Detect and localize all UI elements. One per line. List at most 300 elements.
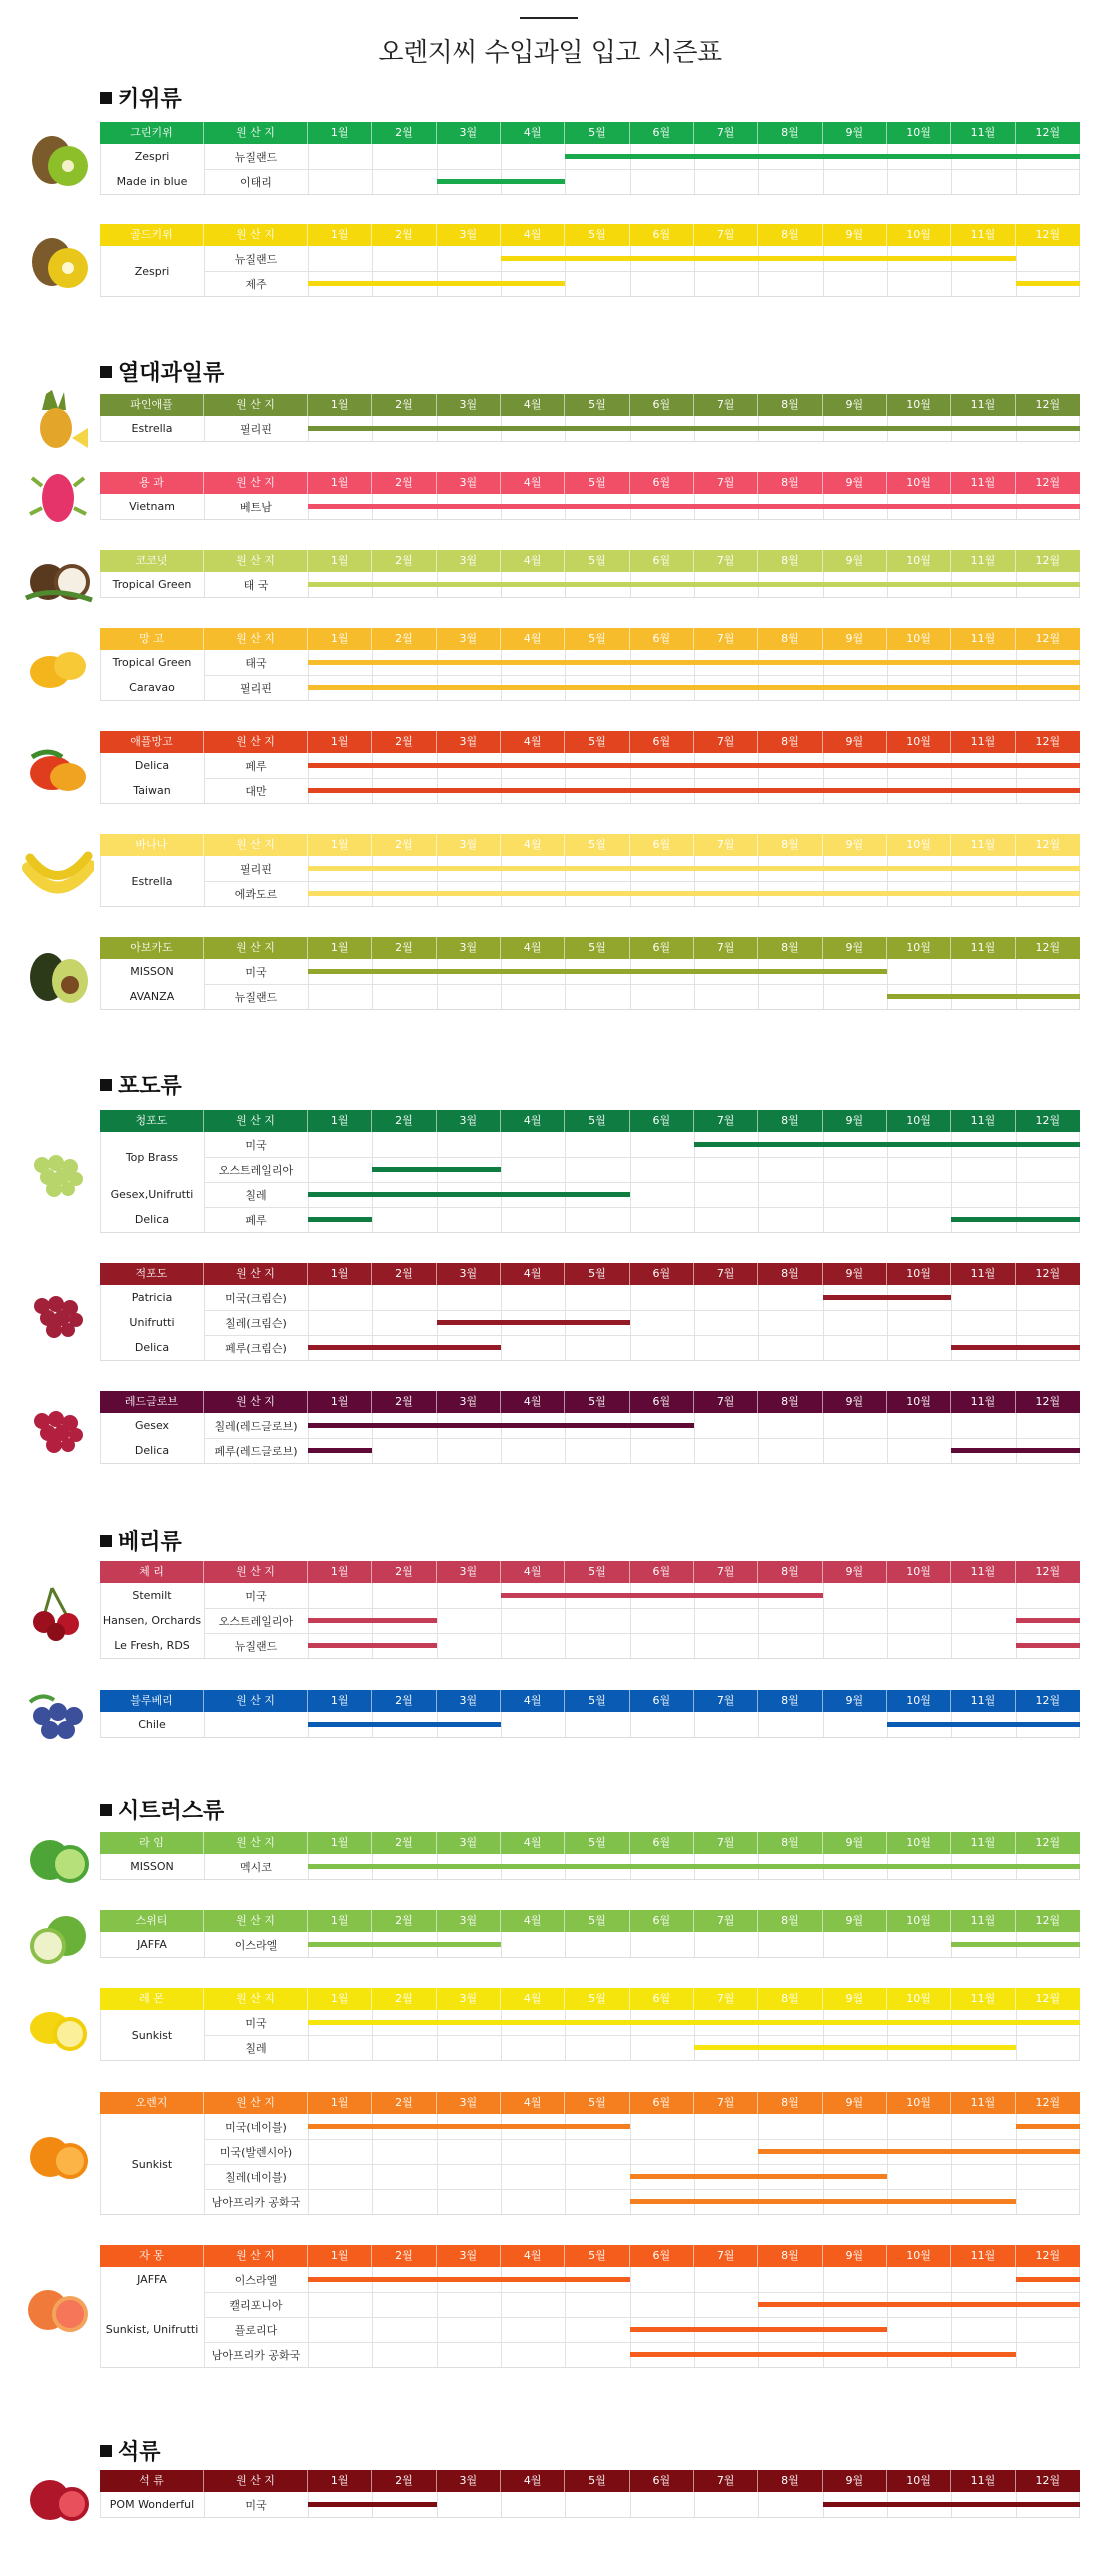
table-header-row [100, 628, 1080, 650]
month-header: 4월 [501, 834, 565, 856]
fruit-name-header: 적포도 [100, 1263, 204, 1285]
month-header: 4월 [501, 1263, 565, 1285]
brand-cell: Unifrutti [129, 1316, 175, 1329]
category-heading [100, 82, 182, 113]
month-header: 10월 [887, 834, 951, 856]
month-header: 4월 [501, 731, 565, 753]
month-header: 8월 [758, 1832, 822, 1854]
fruit-name-header: 애플망고 [100, 731, 204, 753]
season-bar [372, 1167, 501, 1172]
season-bar [823, 1295, 952, 1300]
month-header: 11월 [951, 1910, 1015, 1932]
row-divider [204, 271, 1080, 272]
month-header: 10월 [887, 550, 951, 572]
origin-cell: 미국 [245, 2016, 267, 2030]
origin-header: 원 산 지 [204, 937, 308, 959]
month-header: 6월 [630, 628, 694, 650]
origin-cell: 미국(크림슨) [225, 1291, 287, 1305]
origin-cell: 이태리 [240, 175, 272, 189]
season-bar [308, 1423, 694, 1428]
origin-header: 원 산 지 [204, 1263, 308, 1285]
grid-line [501, 2492, 502, 2517]
season-table [100, 1561, 1080, 1659]
month-header: 4월 [501, 394, 565, 416]
origin-cell: 미국 [245, 1138, 267, 1152]
month-header: 7월 [694, 1910, 758, 1932]
fruit-name-header: 자 몽 [100, 2245, 204, 2267]
row-divider [204, 2342, 1080, 2343]
row-divider [204, 1633, 1080, 1634]
season-table [100, 1263, 1080, 1361]
month-header: 5월 [565, 1690, 629, 1712]
month-header: 7월 [694, 1832, 758, 1854]
month-header: 4월 [501, 1561, 565, 1583]
month-header: 1월 [308, 1988, 372, 2010]
table-body [100, 2010, 1080, 2061]
season-table [100, 937, 1080, 1010]
fruit-name-header: 체 리 [100, 1561, 204, 1583]
month-header: 4월 [501, 2245, 565, 2267]
origin-cell: 태국 [245, 656, 267, 670]
month-header: 4월 [501, 2470, 565, 2492]
season-table [100, 2470, 1080, 2518]
category-title: 시트러스류 [118, 1799, 225, 1824]
month-header: 11월 [951, 2470, 1015, 2492]
month-header: 5월 [565, 472, 629, 494]
season-bar [437, 1320, 630, 1325]
row-divider [204, 778, 1080, 779]
season-table [100, 472, 1080, 520]
origin-cell: 필리핀 [240, 422, 272, 436]
brand-cell: JAFFA [137, 2273, 167, 2286]
month-header: 2월 [372, 834, 436, 856]
month-header: 12월 [1035, 1565, 1061, 1578]
table-header-row [100, 731, 1080, 753]
month-header: 8월 [758, 122, 822, 144]
origin-cell: 페루(크림슨) [225, 1341, 287, 1355]
origin-header: 원 산 지 [204, 394, 308, 416]
month-header: 7월 [694, 1391, 758, 1413]
title-decoration-line [520, 17, 578, 19]
row-divider [204, 1182, 1080, 1183]
category-title: 포도류 [118, 1074, 182, 1099]
season-table [100, 1690, 1080, 1738]
month-header: 11월 [951, 122, 1015, 144]
origin-cell: 남아프리카 공화국 [211, 2195, 301, 2209]
table-body [100, 2492, 1080, 2518]
table-body [100, 572, 1080, 598]
month-header: 12월 [1035, 1914, 1061, 1927]
origin-header: 원 산 지 [204, 2470, 308, 2492]
month-header: 12월 [1035, 126, 1061, 139]
month-header: 11월 [951, 224, 1015, 246]
month-header: 6월 [630, 394, 694, 416]
month-header: 2월 [372, 1561, 436, 1583]
row-divider [204, 675, 1080, 676]
origin-header: 원 산 지 [204, 1910, 308, 1932]
month-header: 10월 [887, 1690, 951, 1712]
month-header: 10월 [887, 1391, 951, 1413]
category-title: 베리류 [118, 1530, 182, 1555]
origin-header: 원 산 지 [204, 1988, 308, 2010]
month-header: 7월 [694, 122, 758, 144]
brand-cell: Estrella [131, 422, 173, 435]
row-divider [204, 1335, 1080, 1336]
month-header: 2월 [372, 122, 436, 144]
table-header-row [100, 550, 1080, 572]
grapefruit-icon [22, 2274, 94, 2338]
month-header: 7월 [694, 1690, 758, 1712]
month-header: 7월 [694, 2470, 758, 2492]
blueberry-icon [22, 1682, 94, 1746]
row-divider [204, 2035, 1080, 2036]
month-header: 11월 [951, 1391, 1015, 1413]
red-globe-icon [22, 1395, 94, 1459]
row-divider [204, 881, 1080, 882]
grid-line [501, 1712, 502, 1737]
month-header: 12월 [1035, 554, 1061, 567]
month-header: 1월 [308, 731, 372, 753]
month-header: 1월 [308, 628, 372, 650]
month-header: 6월 [630, 122, 694, 144]
grid-line [630, 1285, 631, 1360]
origin-header: 원 산 지 [204, 1832, 308, 1854]
month-header: 2월 [372, 2092, 436, 2114]
month-header: 10월 [887, 2470, 951, 2492]
month-header: 3월 [437, 1988, 501, 2010]
kiwi-gold-icon [22, 228, 94, 292]
grid-line [887, 1583, 888, 1658]
month-header: 12월 [1035, 1114, 1061, 1127]
month-header: 6월 [630, 1561, 694, 1583]
red-grape-icon [22, 1280, 94, 1344]
season-bar [951, 1942, 1080, 1947]
origin-cell: 칠레 [245, 1188, 267, 1202]
mango-icon [22, 632, 94, 696]
category-heading [100, 356, 224, 387]
origin-header: 원 산 지 [204, 2245, 308, 2267]
month-header: 7월 [694, 2092, 758, 2114]
month-header: 10월 [887, 1988, 951, 2010]
month-header: 10월 [887, 1110, 951, 1132]
origin-cell: 플로리다 [234, 2323, 278, 2337]
month-header: 8월 [758, 224, 822, 246]
season-bar [1016, 2277, 1080, 2282]
season-bar [1016, 1618, 1080, 1623]
month-header: 8월 [758, 472, 822, 494]
brand-cell: Delica [134, 1213, 170, 1226]
origin-header: 원 산 지 [204, 834, 308, 856]
brand-cell: Gesex,Unifrutti [110, 1188, 194, 1201]
row-divider [204, 1157, 1080, 1158]
brand-cell: Gesex [134, 1419, 170, 1432]
row-divider [204, 2317, 1080, 2318]
origin-header: 원 산 지 [204, 122, 308, 144]
month-header: 7월 [694, 628, 758, 650]
month-header: 7월 [694, 550, 758, 572]
month-header: 12월 [1035, 941, 1061, 954]
grid-line [694, 1712, 695, 1737]
month-header: 5월 [565, 1263, 629, 1285]
month-header: 1월 [308, 2245, 372, 2267]
brand-cell: Estrella [131, 874, 173, 888]
season-bar [308, 891, 1080, 896]
brand-cell: Sunkist, Unifrutti [105, 2323, 199, 2336]
fruit-name-header: 바나나 [100, 834, 204, 856]
table-header-row [100, 1561, 1080, 1583]
month-header: 11월 [951, 1263, 1015, 1285]
orange-icon [22, 2121, 94, 2185]
season-table [100, 394, 1080, 442]
table-header-row [100, 1263, 1080, 1285]
season-bar [1016, 1643, 1080, 1648]
table-body [100, 144, 1080, 195]
season-bar [951, 1345, 1080, 1350]
season-bar [308, 426, 1080, 431]
origin-header: 원 산 지 [204, 472, 308, 494]
season-bar [758, 2302, 1080, 2307]
fruit-name-header: 그린키위 [100, 122, 204, 144]
category-heading [100, 2435, 161, 2466]
month-header: 12월 [1035, 1395, 1061, 1408]
month-header: 5월 [565, 834, 629, 856]
month-header: 8월 [758, 1988, 822, 2010]
month-header: 8월 [758, 628, 822, 650]
brand-cell: Tropical Green [112, 578, 192, 591]
month-header: 7월 [694, 834, 758, 856]
season-bar [630, 2327, 887, 2332]
month-header: 3월 [437, 834, 501, 856]
season-bar [437, 179, 566, 184]
month-header: 10월 [887, 1561, 951, 1583]
brand-cell: Delica [134, 759, 170, 772]
month-header: 12월 [1035, 476, 1061, 489]
month-header: 7월 [694, 1561, 758, 1583]
season-bar [308, 582, 1080, 587]
month-header: 10월 [887, 2092, 951, 2114]
fruit-name-header: 코코넛 [100, 550, 204, 572]
origin-cell: 칠레 [245, 2041, 267, 2055]
cherry-icon [22, 1578, 94, 1642]
month-header: 9월 [823, 394, 887, 416]
origin-header: 원 산 지 [204, 224, 308, 246]
origin-cell: 대만 [245, 784, 267, 798]
grid-line [630, 1932, 631, 1957]
month-header: 3월 [437, 731, 501, 753]
month-header: 4월 [501, 550, 565, 572]
month-header: 4월 [501, 1988, 565, 2010]
origin-cell: 미국 [245, 2498, 267, 2512]
brand-cell: Delica [134, 1341, 170, 1354]
month-header: 7월 [694, 1988, 758, 2010]
month-header: 5월 [565, 1832, 629, 1854]
month-header: 5월 [565, 224, 629, 246]
origin-cell: 필리핀 [240, 862, 272, 876]
season-bar [565, 154, 1080, 159]
month-header: 1월 [308, 1561, 372, 1583]
grid-line [630, 1712, 631, 1737]
season-table [100, 224, 1080, 297]
month-header: 3월 [437, 550, 501, 572]
month-header: 4월 [501, 628, 565, 650]
month-header: 2월 [372, 1263, 436, 1285]
month-header: 9월 [823, 1910, 887, 1932]
fruit-name-header: 블루베리 [100, 1690, 204, 1712]
category-heading [100, 1794, 224, 1825]
origin-cell: 미국 [245, 1589, 267, 1603]
brand-cell: MISSON [130, 965, 174, 978]
month-header: 6월 [630, 731, 694, 753]
month-header: 11월 [951, 937, 1015, 959]
month-header: 3월 [437, 2092, 501, 2114]
season-bar [308, 2020, 1080, 2025]
grid-line [565, 2492, 566, 2517]
origin-cell: 이스라엘 [234, 1938, 278, 1952]
grid-line [887, 1932, 888, 1957]
brand-cell: Zespri [134, 150, 170, 163]
month-header: 4월 [501, 1832, 565, 1854]
category-title: 열대과일류 [118, 361, 225, 386]
table-header-row [100, 2470, 1080, 2492]
month-header: 8월 [758, 1690, 822, 1712]
category-bullet-icon [100, 92, 112, 104]
month-header: 3월 [437, 1561, 501, 1583]
month-header: 6월 [630, 1391, 694, 1413]
season-table [100, 550, 1080, 598]
month-header: 3월 [437, 1391, 501, 1413]
lemon-icon [22, 1992, 94, 2056]
month-header: 1월 [308, 2092, 372, 2114]
table-header-row [100, 1910, 1080, 1932]
season-table [100, 2092, 1080, 2215]
table-header-row [100, 1391, 1080, 1413]
season-bar [308, 1864, 1080, 1869]
season-bar [630, 2199, 1016, 2204]
grid-line [758, 1285, 759, 1360]
season-bar [887, 1722, 1080, 1727]
month-header: 6월 [630, 1832, 694, 1854]
month-header: 4월 [501, 937, 565, 959]
season-bar [308, 1942, 501, 1947]
brand-cell: Le Fresh, RDS [114, 1639, 190, 1652]
apple-mango-icon [22, 735, 94, 799]
origin-header: 원 산 지 [204, 550, 308, 572]
season-bar [308, 2277, 630, 2282]
brand-cell: Top Brass [125, 1150, 179, 1164]
season-table [100, 834, 1080, 907]
origin-header: 원 산 지 [204, 1391, 308, 1413]
category-bullet-icon [100, 1535, 112, 1547]
month-header: 11월 [951, 550, 1015, 572]
origin-cell: 페루(레드글로브) [214, 1444, 298, 1458]
month-header: 12월 [1035, 735, 1061, 748]
month-header: 8월 [758, 2470, 822, 2492]
season-bar [308, 1618, 437, 1623]
origin-cell: 칠레(크림슨) [225, 1316, 287, 1330]
table-header-row [100, 472, 1080, 494]
table-body [100, 1583, 1080, 1659]
season-table [100, 122, 1080, 195]
month-header: 3월 [437, 628, 501, 650]
month-header: 11월 [951, 628, 1015, 650]
grid-line [565, 1712, 566, 1737]
month-header: 11월 [951, 394, 1015, 416]
kiwi-green-icon [22, 126, 94, 190]
origin-cell: 이스라엘 [234, 2273, 278, 2287]
month-header: 1월 [308, 1263, 372, 1285]
origin-cell: 오스트레일리아 [218, 1614, 294, 1628]
season-bar [501, 1593, 823, 1598]
month-header: 4월 [501, 1391, 565, 1413]
table-header-row [100, 2092, 1080, 2114]
month-header: 1월 [308, 1110, 372, 1132]
month-header: 1월 [308, 550, 372, 572]
category-heading [100, 1069, 182, 1100]
brand-cell: JAFFA [137, 1938, 167, 1951]
fruit-name-header: 아보카도 [100, 937, 204, 959]
season-bar [887, 994, 1080, 999]
month-header: 8월 [758, 1263, 822, 1285]
month-header: 5월 [565, 1910, 629, 1932]
month-header: 6월 [630, 937, 694, 959]
month-header: 12월 [1035, 1836, 1061, 1849]
season-table [100, 1110, 1080, 1233]
table-body [100, 1285, 1080, 1361]
table-header-row [100, 937, 1080, 959]
month-header: 9월 [823, 2092, 887, 2114]
month-header: 1월 [308, 122, 372, 144]
table-header-row [100, 122, 1080, 144]
month-header: 6월 [630, 834, 694, 856]
brand-cell: Delica [134, 1444, 170, 1457]
season-table [100, 1988, 1080, 2061]
origin-cell: 필리핀 [240, 681, 272, 695]
season-bar [308, 1448, 372, 1453]
coconut-icon [22, 542, 94, 606]
season-bar [1016, 281, 1080, 286]
month-header: 9월 [823, 1988, 887, 2010]
fruit-name-header: 라 임 [100, 1832, 204, 1854]
month-header: 9월 [823, 834, 887, 856]
table-body [100, 246, 1080, 297]
month-header: 5월 [565, 2470, 629, 2492]
origin-cell: 베트남 [240, 500, 272, 514]
month-header: 5월 [565, 1988, 629, 2010]
month-header: 5월 [565, 628, 629, 650]
season-bar [501, 256, 1016, 261]
origin-cell: 남아프리카 공화국 [211, 2348, 301, 2362]
month-header: 9월 [823, 2245, 887, 2267]
table-header-row [100, 1832, 1080, 1854]
month-header: 11월 [951, 834, 1015, 856]
season-bar [308, 866, 1080, 871]
origin-cell: 미국(발렌시아) [219, 2145, 293, 2159]
month-header: 5월 [565, 731, 629, 753]
fruit-name-header: 오렌지 [100, 2092, 204, 2114]
month-header: 1월 [308, 2470, 372, 2492]
month-header: 9월 [823, 1110, 887, 1132]
grid-line [694, 2492, 695, 2517]
month-header: 7월 [694, 1110, 758, 1132]
month-header: 8월 [758, 1110, 822, 1132]
origin-cell: 멕시코 [240, 1860, 272, 1874]
month-header: 7월 [694, 937, 758, 959]
month-header: 6월 [630, 2245, 694, 2267]
brand-cell: Chile [138, 1718, 166, 1731]
month-header: 8월 [758, 550, 822, 572]
origin-cell: 뉴질랜드 [234, 150, 278, 164]
grid-line [758, 1932, 759, 1957]
